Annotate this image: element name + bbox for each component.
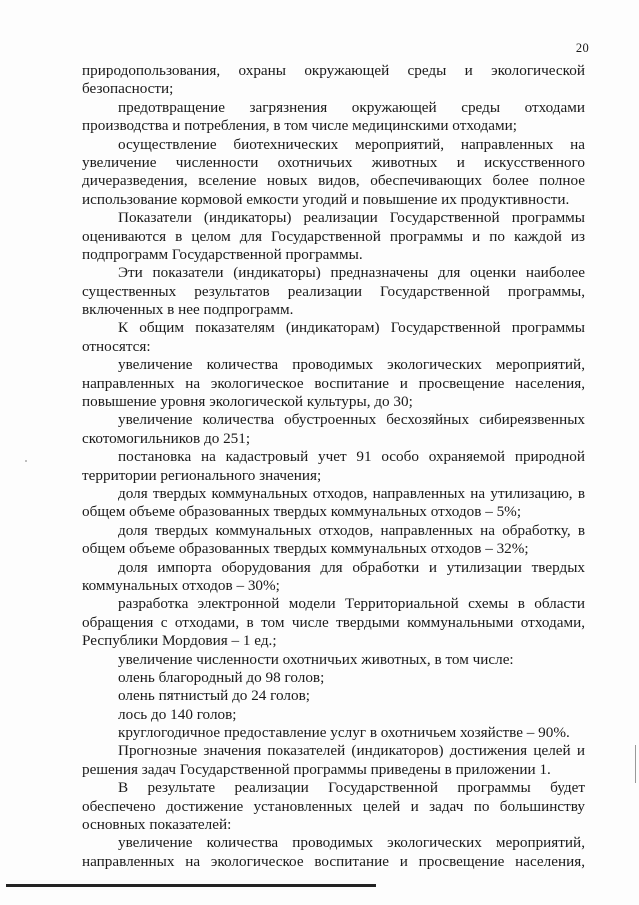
text-line: территории регионального значения; [82,466,322,484]
text-line: относятся: [82,337,151,355]
text-line: осуществление биотехнических мероприятий, направленных на [118,135,585,153]
text-line: олень пятнистый до 24 голов; [118,687,310,705]
text-line: направленных на экологическое воспитание и просвещение населения, [82,374,585,392]
text-line: К общим показателям (индикаторам) Государственной программы [118,319,585,337]
text-line: увеличение количества обустроенных бесхозяйных сибиреязвенных [118,411,585,429]
text-line: основных показателей: [82,816,232,834]
text-line: общем объеме образованных твердых коммунальных отходов – 32%; [82,540,529,558]
text-line: лось до 140 голов; [118,705,237,723]
page-number: 20 [575,41,589,55]
document-body [82,62,585,871]
text-line: обращения с отходами, в том числе твердыми коммунальными отходами, [82,613,585,631]
text-line: разработка электронной модели Территориальной схемы в области [118,595,585,613]
text-line: Эти показатели (индикаторы) предназначены для оценки наиболее [118,264,585,282]
text-line: Показатели (индикаторы) реализации Государственной программы [118,209,585,227]
text-line: доля импорта оборудования для обработки и утилизации твердых [118,558,585,576]
footer-rule [6,884,376,887]
text-line: направленных на экологическое воспитание и просвещение населения, [82,852,585,870]
text-line: безопасности; [82,80,174,98]
text-line: олень благородный до 98 голов; [118,668,325,686]
text-line: включенных в нее подпрограмм. [82,301,294,319]
text-line: доля твердых коммунальных отходов, направленных на утилизацию, в [118,484,585,502]
text-line: увеличение численности охотничьих животных и искусственного [82,153,585,171]
text-line: использование кормовой емкости угодий и повышение их продуктивности. [82,190,570,208]
scan-speck [25,460,27,462]
text-line: Республики Мордовия – 1 ед.; [82,632,277,650]
text-line: увеличение количества проводимых экологических мероприятий, [118,834,585,852]
text-line: решения задач Государственной программы приведены в приложении 1. [82,760,551,778]
scan-edge-mark [635,745,637,783]
text-line: увеличение численности охотничьих животных, в том числе: [118,650,514,668]
text-line: Прогнозные значения показателей (индикаторов) достижения целей и [118,742,585,760]
text-line: природопользования, охраны окружающей среды и экологической [82,62,585,79]
text-line: оцениваются в целом для Государственной программы и по каждой из [82,227,585,245]
text-line: предотвращение загрязнения окружающей среды отходами [118,98,585,116]
text-line: общем объеме образованных твердых коммунальных отходов – 5%; [82,503,522,521]
text-line: круглогодичное предоставление услуг в охотничьем хозяйстве – 90%. [118,724,570,742]
text-line: существенных результатов реализации Государственной программы, [82,282,585,300]
text-line: скотомогильников до 251; [82,429,251,447]
text-line: увеличение количества проводимых экологических мероприятий, [118,356,585,374]
text-line: коммунальных отходов – 30%; [82,576,280,594]
text-line: В результате реализации Государственной программы будет [118,779,585,797]
text-line: повышение уровня экологической культуры, до 30; [82,393,413,411]
text-line: производства и потребления, в том числе медицинскими отходами; [82,117,517,135]
text-line: дичеразведения, вселение новых видов, обеспечивающих более полное [82,172,585,190]
text-line: постановка на кадастровый учет 91 особо охраняемой природной [118,448,585,466]
text-line: обеспечено достижение установленных целей и задач по большинству [82,797,585,815]
text-line: подпрограмм Государственной программы. [82,245,363,263]
text-line: доля твердых коммунальных отходов, направленных на обработку, в [118,521,585,539]
